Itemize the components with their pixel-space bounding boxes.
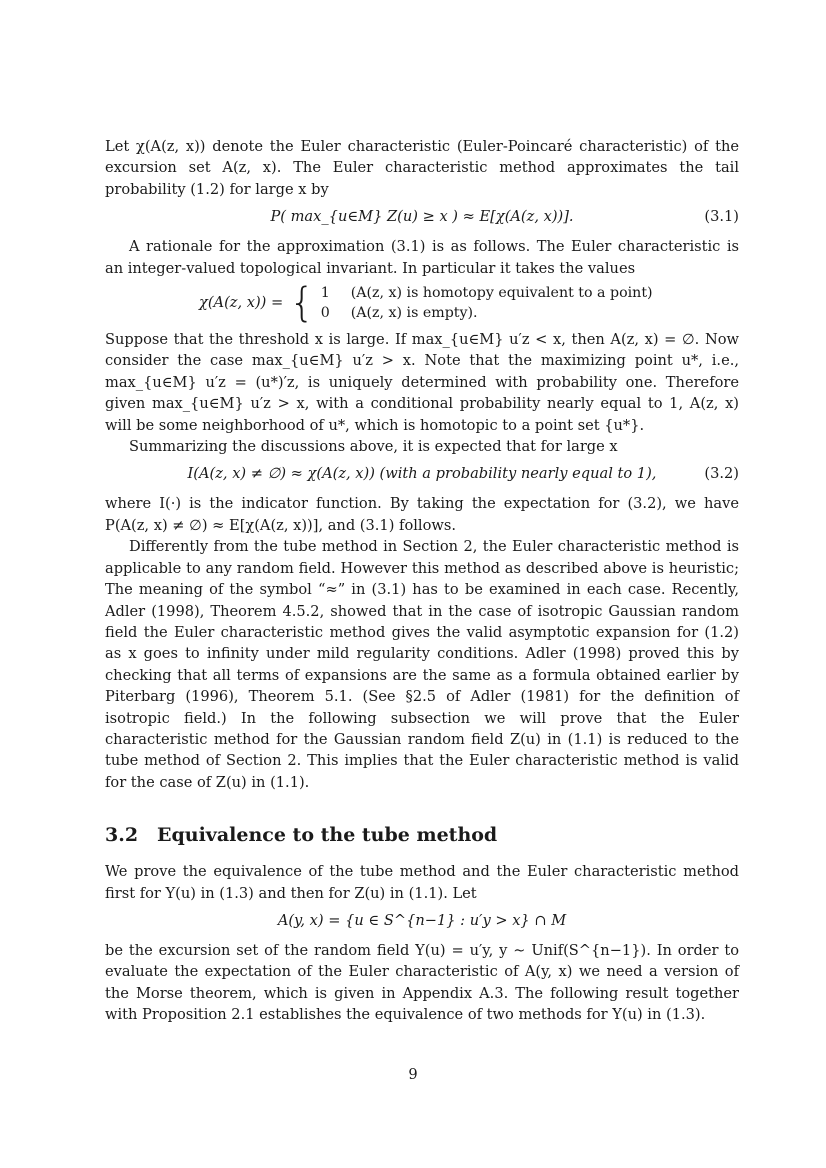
equation-cases <box>105 281 739 325</box>
section-heading <box>105 823 739 847</box>
paragraph-threshold: Suppose that the threshold x is large. If max_{u∈M} u′z < x, then A(z, x) = ∅. Now consider the case max_{u∈M} u′z > x. Note that the maximizing point u*, i.e., max_{u∈M} u′z = (u*)′z, is uniquely determined with probability one. Therefore given max_{u∈M} u′z > x, with a conditional probability nearly equal to 1, A(z, x) will be some neighborhood of u*, which is homotopic to a point set {u*}. <box>105 331 739 434</box>
paragraph-morse: be the excursion set of the random field Y(u) = u′y, y ∼ Unif(S^{n−1}). In order to evaluate the expectation of the Euler characteristic of A(y, x) we need a version of the Morse theorem, which is given in Appendix A.3. The following result together with Proposition 2.1 establishes the equivalence of two methods for Y(u) in (1.3). <box>105 941 739 1024</box>
equation-3-1-body: P( max_{u∈M} Z(u) ≥ x ) ≈ E[χ(A(z, x))]. <box>270 208 574 226</box>
equation-3-2 <box>105 459 739 489</box>
section-title: Equivalence to the tube method <box>157 824 498 847</box>
paragraph-equivalence: We prove the equivalence of the tube method and the Euler characteristic method first for Y(u) in (1.3) and then for Z(u) in (1.1). Let <box>105 863 739 902</box>
page-body <box>105 136 739 1026</box>
cases-row-2: 0 (A(z, x) is empty). <box>320 305 478 322</box>
equation-excursion-set <box>105 906 739 936</box>
cases-brace: { <box>289 280 315 327</box>
page-number: 9 <box>408 1066 418 1083</box>
equation-excursion-set-body: A(y, x) = {u ∈ S^{n−1} : u′y > x} ∩ M <box>277 911 567 929</box>
paragraph-summary: Summarizing the discussions above, it is expected that for large x <box>129 438 618 456</box>
section-number: 3.2 <box>105 824 139 847</box>
paragraph-rationale: A rationale for the approximation (3.1) is as follows. The Euler characteristic is an integer-valued topological invariant. In particular it takes the values <box>105 238 739 277</box>
cases-lhs: χ(A(z, x)) = <box>199 294 284 312</box>
paragraph-comparison: Differently from the tube method in Section 2, the Euler characteristic method is applicable to any random field. However this method as described above is heuristic; The meaning of the symbol “≈” in (3.1) has to be examined in each case. Recently, Adler (1998), Theorem 4.5.2, showed that in the case of isotropic Gaussian random field the Euler characteristic method gives the valid asymptotic expansion for (1.2) as x goes to infinity under mild regularity conditions. Adler (1998) proved this by checking that all terms of expansions are the same as a formula obtained earlier by Piterbarg (1996), Theorem 5.1. (See §2.5 of Adler (1981) for the definition of isotropic field.) In the following subsection we will prove that the Euler characteristic method for the Gaussian random field Z(u) in (1.1) is reduced to the tube method of Section 2. This implies that the Euler characteristic method is valid for the case of Z(u) in (1.1). <box>105 538 739 791</box>
equation-3-1-number: (3.1) <box>704 208 739 226</box>
paragraph-indicator: where I(·) is the indicator function. By taking the expectation for (3.2), we have P(A(z, x) ≠ ∅) ≈ E[χ(A(z, x))], and (3.1) follows. <box>105 495 739 534</box>
equation-3-1 <box>105 202 739 232</box>
equation-3-2-number: (3.2) <box>704 465 739 483</box>
equation-3-2-body: I(A(z, x) ≠ ∅) ≈ χ(A(z, x)) (with a probability nearly equal to 1), <box>187 465 657 483</box>
paragraph-intro: Let χ(A(z, x)) denote the Euler characteristic (Euler-Poincaré characteristic) of the excursion set A(z, x). The Euler characteristic method approximates the tail probability (1.2) for large x by <box>105 138 739 198</box>
cases-row-1: 1 (A(z, x) is homotopy equivalent to a point) <box>320 285 653 302</box>
